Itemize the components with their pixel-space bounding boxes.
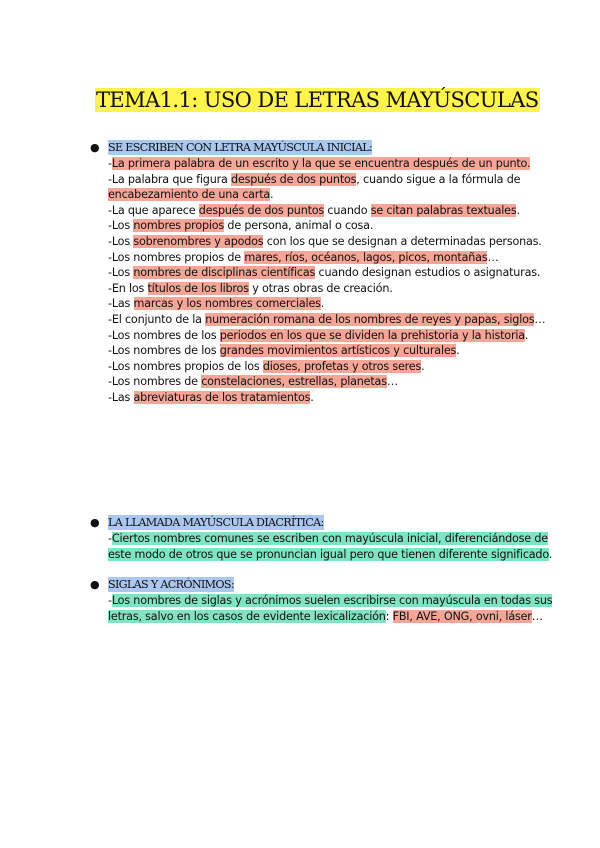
list-item <box>108 390 558 406</box>
section-body <box>88 156 558 406</box>
highlighted-text: títulos de los libros <box>147 281 249 295</box>
text-run: . <box>310 390 314 404</box>
highlighted-text: FBI, AVE, ONG, ovni, láser <box>392 609 532 623</box>
section-mayuscula-inicial <box>88 140 558 406</box>
text-run: -Los nombres de los <box>108 328 220 342</box>
highlighted-text: periodos en los que se dividen la prehistoria y la historia <box>219 328 525 342</box>
list-item <box>108 343 558 359</box>
highlighted-text: nombres propios <box>133 219 225 233</box>
list-item <box>108 328 558 344</box>
list-item <box>108 296 558 312</box>
text-run: -En los <box>108 281 148 295</box>
section-body <box>88 531 558 562</box>
text-run: . <box>524 328 529 342</box>
highlighted-text: nombres de disciplinas científicas <box>133 266 316 280</box>
list-item <box>108 531 558 562</box>
list-item <box>108 250 558 266</box>
list-item <box>108 234 558 250</box>
highlighted-text: Los nombres de siglas y acrónimos suelen escribirse con mayúscula en todas sus letras, salvo en los casos de evidente lexicalización <box>108 594 553 623</box>
text-run: cuando <box>324 203 371 217</box>
section-siglas-acronimos <box>88 577 558 624</box>
text-run: . <box>548 547 553 561</box>
section-heading <box>88 577 558 593</box>
highlighted-text: dioses, profetas y otros seres <box>262 359 422 373</box>
highlighted-text: grandes movimientos artísticos y culturales <box>219 344 457 358</box>
text-run: -Los nombres propios de <box>108 250 245 264</box>
text-run: -Los <box>108 266 134 280</box>
highlighted-text: numeración romana de los nombres de reyes y papas, siglos <box>205 312 535 326</box>
highlighted-text: sobrenombres y apodos <box>133 234 264 248</box>
section-heading-text: SIGLAS Y ACRÓNIMOS: <box>108 578 234 591</box>
highlighted-text: después de dos puntos <box>231 172 357 186</box>
text-run: . <box>516 203 520 217</box>
text-run: -Los nombres de <box>108 375 202 389</box>
text-run: -Los <box>108 234 134 248</box>
text-run: - <box>108 532 112 545</box>
text-run: . <box>421 359 425 373</box>
highlighted-text: abreviaturas de los tratamientos <box>133 390 311 404</box>
list-item <box>108 374 558 390</box>
text-run: -La que aparece <box>108 203 199 217</box>
highlighted-text: Ciertos nombres comunes se escriben con mayúscula inicial, diferenciándose de este modo de otros que se pronuncian igual pero que tienen diferente significado <box>108 532 549 561</box>
section-heading <box>88 515 558 531</box>
highlighted-text: La primera palabra de un escrito y la que se encuentra después de un punto. <box>111 157 531 170</box>
text-run: … <box>531 609 543 623</box>
list-item <box>108 593 558 624</box>
section-heading <box>88 140 558 156</box>
highlighted-text: encabezamiento de una carta <box>108 188 271 202</box>
bullet-icon: ● <box>90 516 99 529</box>
section-heading-text: LA LLAMADA MAYÚSCULA DIACRÍTICA: <box>108 516 324 529</box>
highlighted-text: marcas y los nombres comerciales <box>133 297 321 311</box>
page-title <box>95 86 540 114</box>
text-run: cuando designan estudios o asignaturas. <box>315 266 541 280</box>
text-run: - <box>108 594 112 607</box>
section-body <box>88 593 558 624</box>
highlighted-text: después de dos puntos <box>198 203 325 217</box>
text-run: … <box>386 375 398 389</box>
text-run: con los que se designan a determinadas personas. <box>263 234 542 248</box>
list-item <box>108 281 558 297</box>
highlighted-text: se citan palabras textuales <box>370 203 517 217</box>
text-run: - <box>108 157 112 170</box>
section-mayuscula-diacritica <box>88 515 558 562</box>
text-run: : <box>385 609 393 623</box>
list-item <box>108 312 558 328</box>
list-item <box>108 265 558 281</box>
highlighted-text: constelaciones, estrellas, planetas <box>201 375 387 389</box>
text-run: … <box>487 250 499 264</box>
text-run: … <box>534 312 546 326</box>
text-run: -Las <box>108 297 134 311</box>
list-item <box>108 172 558 203</box>
title-text: TEMA1.1: USO DE LETRAS MAYÚSCULAS <box>96 88 539 112</box>
text-run: y otras obras de creación. <box>248 281 393 295</box>
text-run: -Los nombres de los <box>108 344 220 358</box>
bullet-icon: ● <box>90 141 99 154</box>
highlighted-text: mares, ríos, océanos, lagos, picos, montañas <box>244 250 488 264</box>
section-heading-text: SE ESCRIBEN CON LETRA MAYÚSCULA INICIAL: <box>108 141 373 154</box>
list-item <box>108 218 558 234</box>
list-item <box>108 203 558 219</box>
text-run: -La palabra que figura <box>108 172 231 186</box>
text-run: , cuando sigue a la fórmula de <box>356 172 521 186</box>
text-run: de persona, animal o cosa. <box>224 219 374 233</box>
text-run: -Las <box>108 390 134 404</box>
text-run: . <box>320 297 325 311</box>
text-run: -Los <box>108 219 134 233</box>
text-run: -El conjunto de la <box>108 312 206 326</box>
text-run: . <box>270 188 274 202</box>
list-item <box>108 359 558 375</box>
text-run: -Los nombres propios de los <box>108 359 263 373</box>
text-run: . <box>456 344 460 358</box>
list-item <box>108 156 558 172</box>
bullet-icon: ● <box>90 578 99 591</box>
